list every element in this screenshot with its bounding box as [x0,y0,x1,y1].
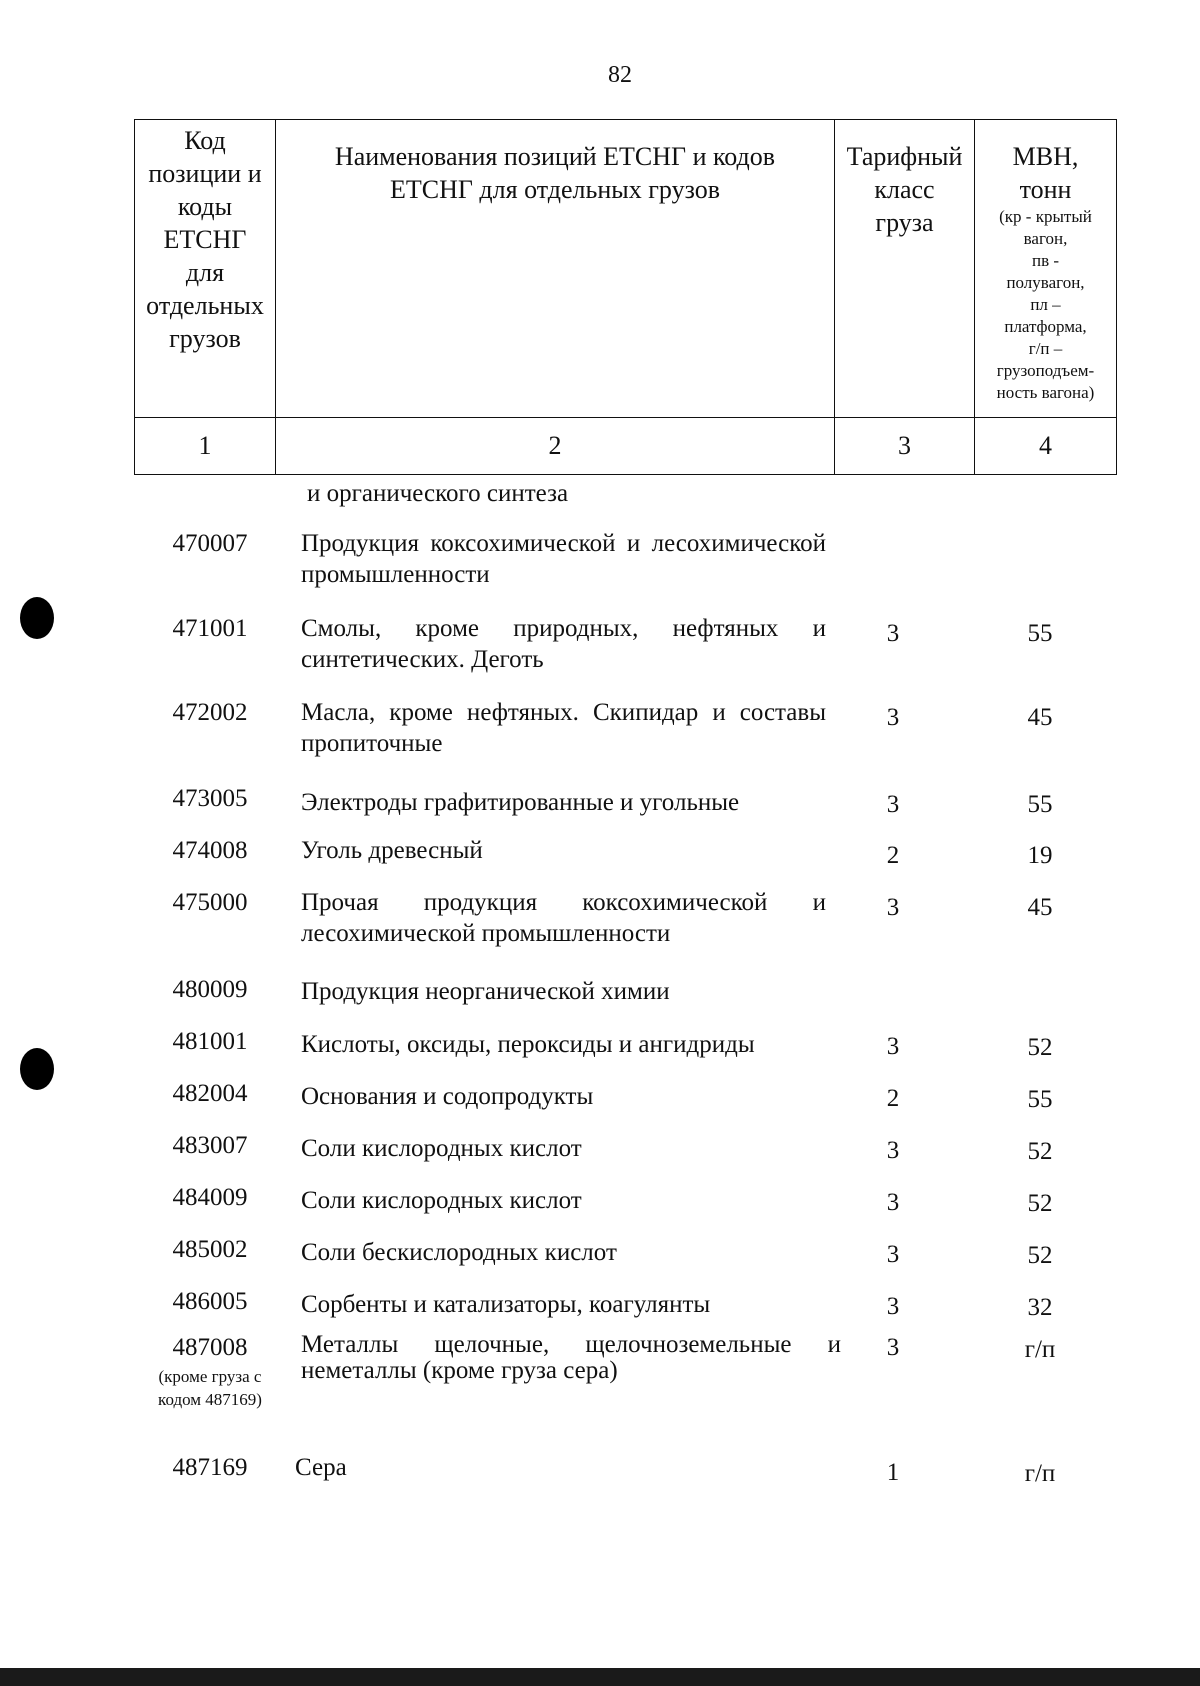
row-class: 2 [886,842,900,869]
row-code: 470007 [172,530,248,557]
header-name: Наименования позиций ЕТСНГ и кодов ЕТСНГ для отдельных грузов [276,120,835,418]
row-code: 481001 [172,1028,248,1055]
row-code: 471001 [172,615,248,642]
row-mvn: 52 [1027,1190,1053,1217]
page-number: 82 [608,62,632,88]
row-name: Сера [295,1454,347,1481]
row-mvn: 19 [1027,842,1053,869]
header-mvn: МВН, тонн (кр - крытый вагон, пв - полувагон, пл – платформа, г/п – грузоподъем- ность вагона) [975,120,1117,418]
row-class: 3 [886,1241,900,1268]
row-class: 3 [886,1293,900,1320]
row-code: 473005 [172,785,248,812]
row-name: Продукция коксохимической и лесохимической промышленности [301,530,826,588]
row-mvn: 45 [1027,704,1053,731]
row-name: Металлы щелочные, щелочноземельные и неметаллы (кроме груза сера) [301,1331,841,1384]
row-class: 1 [886,1459,900,1486]
row-mvn: г/п [1024,1336,1056,1363]
row-code: 482004 [172,1080,248,1107]
row-mvn: 52 [1027,1034,1053,1061]
row-class: 3 [886,620,900,647]
row-class: 3 [886,791,900,818]
col-number-4: 4 [975,418,1117,475]
row-mvn: 52 [1027,1138,1053,1165]
row-code: 486005 [172,1288,248,1315]
row-code: 474008 [172,837,248,864]
col-number-3: 3 [835,418,975,475]
row-code: 483007 [172,1132,248,1159]
scan-bottom-border [0,1668,1200,1686]
punch-hole-top [20,597,54,639]
row-name: Продукция неорганической химии [301,978,670,1005]
row-class: 3 [886,1137,900,1164]
row-code: 480009 [172,976,248,1003]
row-class: 3 [886,894,900,921]
row-name: Прочая продукция коксохимической и лесохимической промышленности [301,889,826,947]
row-name: Сорбенты и катализаторы, коагулянты [301,1291,711,1318]
row-code-main: 487008 [172,1334,248,1361]
continuation-text: и органического синтеза [307,480,569,507]
row-code: 472002 [172,699,248,726]
row-code [150,1332,270,1411]
row-mvn: г/п [1024,1460,1056,1487]
row-mvn: 45 [1027,894,1053,921]
row-name: Соли кислородных кислот [301,1135,582,1162]
row-code-note: (кроме груза с кодом 487169) [158,1367,262,1409]
row-name: Соли бескислородных кислот [301,1239,617,1266]
row-name: Кислоты, оксиды, пероксиды и ангидриды [301,1031,755,1058]
col-number-1: 1 [135,418,276,475]
header-table [134,119,1117,475]
punch-hole-bottom [20,1048,54,1090]
row-mvn: 55 [1027,791,1053,818]
row-name: Смолы, кроме природных, нефтяных и синтетических. Деготь [301,615,826,673]
row-name: Уголь древесный [301,837,483,864]
header-code: Код позиции и коды ЕТСНГ для отдельных грузов [135,120,276,418]
row-code: 484009 [172,1184,248,1211]
row-mvn: 32 [1027,1294,1053,1321]
row-class: 3 [886,1033,900,1060]
row-class: 2 [886,1085,900,1112]
row-mvn: 55 [1027,620,1053,647]
row-code: 487169 [172,1454,248,1481]
row-name: Масла, кроме нефтяных. Скипидар и составы пропиточные [301,699,826,757]
row-class: 3 [886,704,900,731]
row-class: 3 [886,1189,900,1216]
row-mvn: 52 [1027,1242,1053,1269]
col-number-2: 2 [276,418,835,475]
row-name: Соли кислородных кислот [301,1187,582,1214]
row-mvn: 55 [1027,1086,1053,1113]
row-name: Электроды графитированные и угольные [301,789,740,816]
row-code: 475000 [172,889,248,916]
row-class: 3 [886,1334,900,1361]
row-name: Основания и содопродукты [301,1083,594,1110]
row-code: 485002 [172,1236,248,1263]
header-class: Тарифный класс груза [835,120,975,418]
